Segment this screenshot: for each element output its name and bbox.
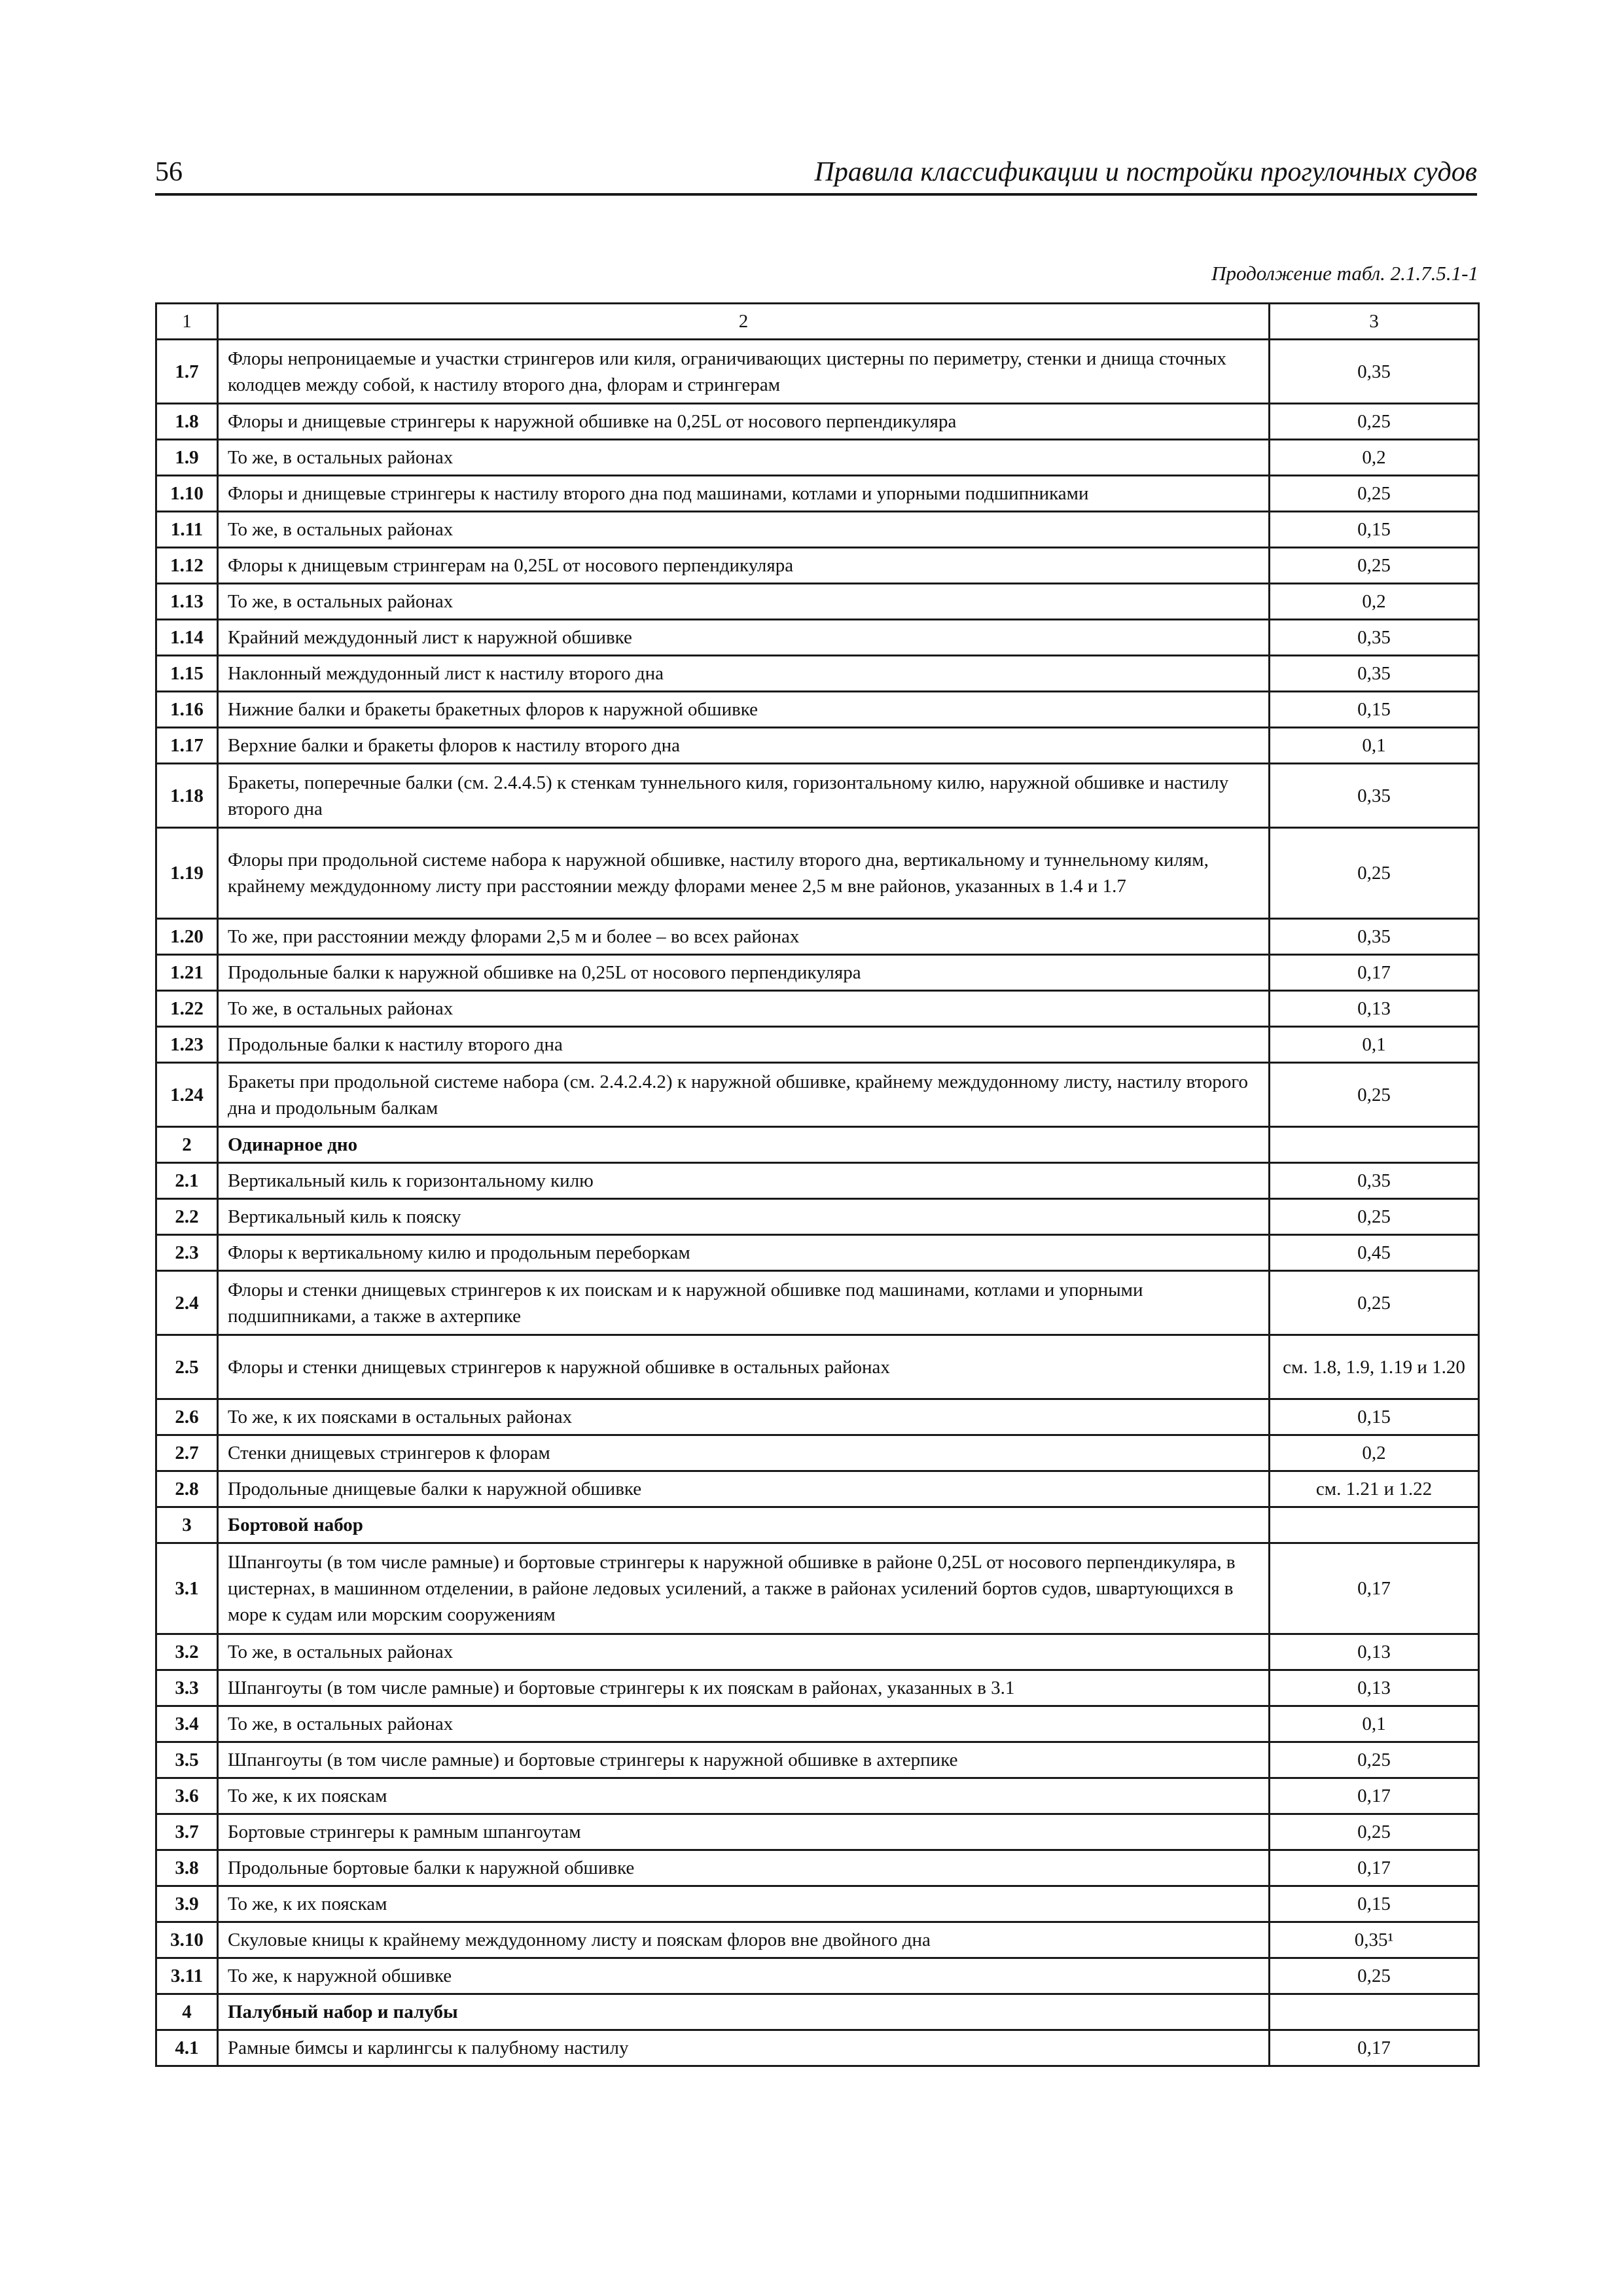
table-row bbox=[156, 1886, 1479, 1922]
row-coefficient: 0,45 bbox=[1270, 1235, 1479, 1271]
row-description: Флоры непроницаемые и участки стрингеров или киля, ограничивающих цистерны по периметру, стенки и днища сточных колодцев между собой, к настилу второго дна, флорам и стрингерам bbox=[218, 340, 1270, 404]
row-description: То же, к наружной обшивке bbox=[218, 1958, 1270, 1994]
table-row bbox=[156, 512, 1479, 548]
row-number: 1.10 bbox=[156, 476, 218, 512]
row-description: Флоры и днищевые стрингеры к настилу второго дна под машинами, котлами и упорными подшипниками bbox=[218, 476, 1270, 512]
row-description: Шпангоуты (в том числе рамные) и бортовые стрингеры к наружной обшивке в районе 0,25L от носового перпендикуляра, в цистернах, в машинном отделении, в районе ледовых усилений, а также в районах усилений бортов судов, швартующихся в море к судам или морским сооружениям bbox=[218, 1543, 1270, 1634]
row-description: То же, к их пояскам bbox=[218, 1778, 1270, 1814]
page-header bbox=[155, 154, 1477, 196]
column-number: 2 bbox=[218, 304, 1270, 340]
section-row bbox=[156, 1994, 1479, 2030]
row-description: Флоры к днищевым стрингерам на 0,25L от носового перпендикуляра bbox=[218, 548, 1270, 584]
row-coefficient: 0,35¹ bbox=[1270, 1922, 1479, 1958]
row-coefficient: 0,35 bbox=[1270, 764, 1479, 828]
row-number: 3.6 bbox=[156, 1778, 218, 1814]
row-number: 2.7 bbox=[156, 1435, 218, 1471]
row-coefficient bbox=[1270, 1507, 1479, 1543]
row-description: Наклонный междудонный лист к настилу второго дна bbox=[218, 656, 1270, 692]
row-coefficient: 0,35 bbox=[1270, 620, 1479, 656]
table-row bbox=[156, 1435, 1479, 1471]
row-coefficient: 0,15 bbox=[1270, 512, 1479, 548]
row-description: То же, в остальных районах bbox=[218, 991, 1270, 1027]
row-number: 1.24 bbox=[156, 1063, 218, 1127]
row-description: Продольные днищевые балки к наружной обшивке bbox=[218, 1471, 1270, 1507]
row-coefficient: 0,13 bbox=[1270, 1670, 1479, 1706]
row-number: 1.12 bbox=[156, 548, 218, 584]
row-coefficient: 0,2 bbox=[1270, 584, 1479, 620]
row-number: 2.4 bbox=[156, 1271, 218, 1335]
row-description: Бракеты, поперечные балки (см. 2.4.4.5) к стенкам туннельного киля, горизонтальному килю, наружной обшивке и настилу второго дна bbox=[218, 764, 1270, 828]
row-number: 1.19 bbox=[156, 828, 218, 919]
column-number-row bbox=[156, 304, 1479, 340]
row-number: 2.5 bbox=[156, 1335, 218, 1399]
table-body bbox=[156, 304, 1479, 2066]
row-description: Продольные бортовые балки к наружной обшивке bbox=[218, 1850, 1270, 1886]
row-coefficient: 0,15 bbox=[1270, 692, 1479, 728]
row-number: 1.14 bbox=[156, 620, 218, 656]
table-row bbox=[156, 828, 1479, 919]
row-description: Шпангоуты (в том числе рамные) и бортовые стрингеры к их пояскам в районах, указанных в 3.1 bbox=[218, 1670, 1270, 1706]
row-coefficient: 0,25 bbox=[1270, 1742, 1479, 1778]
row-description: То же, при расстоянии между флорами 2,5 м и более – во всех районах bbox=[218, 919, 1270, 955]
table-row bbox=[156, 1335, 1479, 1399]
row-description: Флоры и стенки днищевых стрингеров к их поискам и к наружной обшивке под машинами, котлами и упорными подшипниками, а также в ахтерпике bbox=[218, 1271, 1270, 1335]
row-number: 2.2 bbox=[156, 1199, 218, 1235]
row-coefficient: 0,2 bbox=[1270, 1435, 1479, 1471]
row-number: 2.3 bbox=[156, 1235, 218, 1271]
row-number: 2.6 bbox=[156, 1399, 218, 1435]
row-description: Скуловые кницы к крайнему междудонному листу и пояскам флоров вне двойного дна bbox=[218, 1922, 1270, 1958]
row-number: 1.15 bbox=[156, 656, 218, 692]
row-coefficient: 0,13 bbox=[1270, 991, 1479, 1027]
row-description: То же, в остальных районах bbox=[218, 1706, 1270, 1742]
table-row bbox=[156, 692, 1479, 728]
row-number: 1.22 bbox=[156, 991, 218, 1027]
row-coefficient bbox=[1270, 1994, 1479, 2030]
row-number: 1.16 bbox=[156, 692, 218, 728]
row-number: 1.8 bbox=[156, 404, 218, 440]
table-row bbox=[156, 1543, 1479, 1634]
row-number: 3.8 bbox=[156, 1850, 218, 1886]
row-coefficient: 0,17 bbox=[1270, 1543, 1479, 1634]
row-description: Нижние балки и бракеты бракетных флоров к наружной обшивке bbox=[218, 692, 1270, 728]
row-description: То же, в остальных районах bbox=[218, 512, 1270, 548]
row-number: 3.7 bbox=[156, 1814, 218, 1850]
row-number: 1.18 bbox=[156, 764, 218, 828]
row-number: 3.4 bbox=[156, 1706, 218, 1742]
row-number: 3.2 bbox=[156, 1634, 218, 1670]
row-number: 1.23 bbox=[156, 1027, 218, 1063]
row-description: Одинарное дно bbox=[218, 1127, 1270, 1163]
row-coefficient: 0,13 bbox=[1270, 1634, 1479, 1670]
row-description: То же, к их пояскам bbox=[218, 1886, 1270, 1922]
weld-coefficient-table bbox=[155, 302, 1480, 2067]
row-coefficient: 0,25 bbox=[1270, 828, 1479, 919]
table-row bbox=[156, 1922, 1479, 1958]
table-row bbox=[156, 1634, 1479, 1670]
table-row bbox=[156, 440, 1479, 476]
table-row bbox=[156, 764, 1479, 828]
row-coefficient: 0,35 bbox=[1270, 340, 1479, 404]
row-coefficient: 0,17 bbox=[1270, 1850, 1479, 1886]
table-row bbox=[156, 1670, 1479, 1706]
section-row bbox=[156, 1507, 1479, 1543]
row-description: Флоры и стенки днищевых стрингеров к наружной обшивке в остальных районах bbox=[218, 1335, 1270, 1399]
row-number: 2.8 bbox=[156, 1471, 218, 1507]
row-description: То же, в остальных районах bbox=[218, 440, 1270, 476]
row-number: 4.1 bbox=[156, 2030, 218, 2066]
table-row bbox=[156, 728, 1479, 764]
row-number: 3.5 bbox=[156, 1742, 218, 1778]
row-description: Шпангоуты (в том числе рамные) и бортовые стрингеры к наружной обшивке в ахтерпике bbox=[218, 1742, 1270, 1778]
row-number: 1.13 bbox=[156, 584, 218, 620]
row-description: Верхние балки и бракеты флоров к настилу второго дна bbox=[218, 728, 1270, 764]
running-title: Правила классификации и постройки прогулочных судов bbox=[814, 157, 1477, 187]
table-row bbox=[156, 1027, 1479, 1063]
row-description: Бракеты при продольной системе набора (см. 2.4.2.4.2) к наружной обшивке, крайнему междудонному листу, настилу второго дна и продольным балкам bbox=[218, 1063, 1270, 1127]
row-description: Продольные балки к настилу второго дна bbox=[218, 1027, 1270, 1063]
row-number: 3.9 bbox=[156, 1886, 218, 1922]
row-description: То же, к их поясками в остальных районах bbox=[218, 1399, 1270, 1435]
row-number: 4 bbox=[156, 1994, 218, 2030]
row-coefficient: 0,25 bbox=[1270, 404, 1479, 440]
row-description: Палубный набор и палубы bbox=[218, 1994, 1270, 2030]
row-number: 3.11 bbox=[156, 1958, 218, 1994]
table-row bbox=[156, 620, 1479, 656]
table-row bbox=[156, 1163, 1479, 1199]
table-row bbox=[156, 404, 1479, 440]
row-number: 2.1 bbox=[156, 1163, 218, 1199]
column-number: 1 bbox=[156, 304, 218, 340]
row-coefficient: 0,25 bbox=[1270, 1271, 1479, 1335]
section-row bbox=[156, 1127, 1479, 1163]
row-description: Флоры к вертикальному килю и продольным переборкам bbox=[218, 1235, 1270, 1271]
table-row bbox=[156, 955, 1479, 991]
row-description: Бортовой набор bbox=[218, 1507, 1270, 1543]
row-coefficient: 0,1 bbox=[1270, 1706, 1479, 1742]
row-description: Крайний междудонный лист к наружной обшивке bbox=[218, 620, 1270, 656]
row-number: 3 bbox=[156, 1507, 218, 1543]
row-coefficient: 0,17 bbox=[1270, 2030, 1479, 2066]
table-row bbox=[156, 584, 1479, 620]
table-row bbox=[156, 919, 1479, 955]
row-coefficient: 0,25 bbox=[1270, 1063, 1479, 1127]
table-row bbox=[156, 1742, 1479, 1778]
row-coefficient: см. 1.21 и 1.22 bbox=[1270, 1471, 1479, 1507]
row-description: Стенки днищевых стрингеров к флорам bbox=[218, 1435, 1270, 1471]
row-coefficient: 0,25 bbox=[1270, 476, 1479, 512]
row-description: Бортовые стрингеры к рамным шпангоутам bbox=[218, 1814, 1270, 1850]
row-number: 3.3 bbox=[156, 1670, 218, 1706]
table-row bbox=[156, 2030, 1479, 2066]
table-row bbox=[156, 1850, 1479, 1886]
row-coefficient: 0,25 bbox=[1270, 1958, 1479, 1994]
table-row bbox=[156, 1399, 1479, 1435]
column-number: 3 bbox=[1270, 304, 1479, 340]
row-number: 1.17 bbox=[156, 728, 218, 764]
row-coefficient: 0,17 bbox=[1270, 955, 1479, 991]
row-description: Флоры при продольной системе набора к наружной обшивке, настилу второго дна, вертикальному и туннельному килям, крайнему междудонному листу при расстоянии между флорами менее 2,5 м вне районов, указанных в 1.4 и 1.7 bbox=[218, 828, 1270, 919]
row-coefficient: 0,15 bbox=[1270, 1886, 1479, 1922]
row-coefficient: 0,25 bbox=[1270, 1814, 1479, 1850]
page-number: 56 bbox=[155, 157, 183, 187]
row-description: Вертикальный киль к пояску bbox=[218, 1199, 1270, 1235]
row-number: 3.1 bbox=[156, 1543, 218, 1634]
table-row bbox=[156, 1063, 1479, 1127]
row-number: 1.11 bbox=[156, 512, 218, 548]
table-row bbox=[156, 548, 1479, 584]
row-description: Вертикальный киль к горизонтальному килю bbox=[218, 1163, 1270, 1199]
row-description: То же, в остальных районах bbox=[218, 584, 1270, 620]
table-row bbox=[156, 656, 1479, 692]
row-number: 1.7 bbox=[156, 340, 218, 404]
table-row bbox=[156, 991, 1479, 1027]
table-row bbox=[156, 1958, 1479, 1994]
row-coefficient: 0,35 bbox=[1270, 656, 1479, 692]
row-coefficient: 0,25 bbox=[1270, 548, 1479, 584]
table-continuation-label: Продолжение табл. 2.1.7.5.1-1 bbox=[1211, 262, 1478, 285]
row-number: 1.9 bbox=[156, 440, 218, 476]
row-coefficient: 0,25 bbox=[1270, 1199, 1479, 1235]
row-coefficient: 0,1 bbox=[1270, 1027, 1479, 1063]
table-row bbox=[156, 1706, 1479, 1742]
table-row bbox=[156, 1471, 1479, 1507]
table-row bbox=[156, 1778, 1479, 1814]
table-row bbox=[156, 1271, 1479, 1335]
row-number: 3.10 bbox=[156, 1922, 218, 1958]
table-row bbox=[156, 340, 1479, 404]
row-coefficient: 0,17 bbox=[1270, 1778, 1479, 1814]
table-row bbox=[156, 1814, 1479, 1850]
row-coefficient: 0,35 bbox=[1270, 919, 1479, 955]
row-description: То же, в остальных районах bbox=[218, 1634, 1270, 1670]
row-description: Флоры и днищевые стрингеры к наружной обшивке на 0,25L от носового перпендикуляра bbox=[218, 404, 1270, 440]
row-description: Рамные бимсы и карлингсы к палубному настилу bbox=[218, 2030, 1270, 2066]
row-coefficient: 0,15 bbox=[1270, 1399, 1479, 1435]
row-coefficient: 0,1 bbox=[1270, 728, 1479, 764]
table-row bbox=[156, 1199, 1479, 1235]
table-row bbox=[156, 476, 1479, 512]
row-number: 1.20 bbox=[156, 919, 218, 955]
row-coefficient bbox=[1270, 1127, 1479, 1163]
row-coefficient: см. 1.8, 1.9, 1.19 и 1.20 bbox=[1270, 1335, 1479, 1399]
row-description: Продольные балки к наружной обшивке на 0,25L от носового перпендикуляра bbox=[218, 955, 1270, 991]
table-row bbox=[156, 1235, 1479, 1271]
row-coefficient: 0,2 bbox=[1270, 440, 1479, 476]
row-number: 1.21 bbox=[156, 955, 218, 991]
row-number: 2 bbox=[156, 1127, 218, 1163]
row-coefficient: 0,35 bbox=[1270, 1163, 1479, 1199]
